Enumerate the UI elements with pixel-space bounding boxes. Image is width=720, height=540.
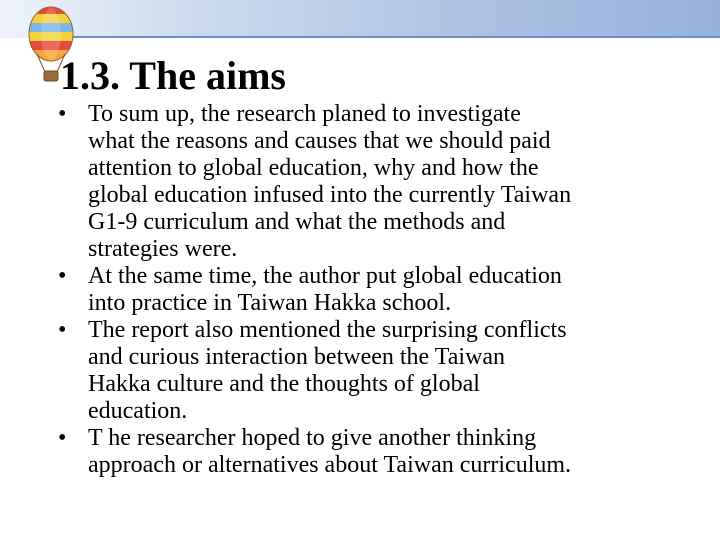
bullet-text-line: and curious interaction between the Taiwan bbox=[88, 344, 506, 370]
bullet-text-line: approach or alternatives about Taiwan curriculum. bbox=[88, 452, 572, 478]
bullet-text-line: The report also mentioned the surprising conflicts bbox=[88, 317, 567, 343]
bullet-text-line: into practice in Taiwan Hakka school. bbox=[88, 290, 452, 316]
header-divider bbox=[48, 36, 720, 38]
bullet-text-line: what the reasons and causes that we should paid bbox=[88, 128, 551, 154]
bullet-marker: • bbox=[58, 425, 67, 451]
slide-title: 1.3. The aims bbox=[60, 53, 286, 98]
bullet-item bbox=[58, 101, 678, 263]
bullet-marker: • bbox=[58, 317, 67, 343]
bullet-list bbox=[58, 101, 678, 479]
bullet-text-line: At the same time, the author put global education bbox=[88, 263, 562, 289]
bullet-text-line: Hakka culture and the thoughts of global bbox=[88, 371, 480, 397]
bullet-item bbox=[58, 425, 678, 479]
bullet-text-line: education. bbox=[88, 398, 188, 424]
bullet-text-line: To sum up, the research planed to investigate bbox=[88, 101, 521, 127]
bullet-marker: • bbox=[58, 101, 67, 127]
bullet-item bbox=[58, 317, 678, 425]
bullet-marker: • bbox=[58, 263, 67, 289]
header-banner bbox=[0, 0, 720, 38]
bullet-text-line: attention to global education, why and how the bbox=[88, 155, 539, 181]
bullet-text-line: strategies were. bbox=[88, 236, 238, 262]
bullet-text-line: G1-9 curriculum and what the methods and bbox=[88, 209, 506, 235]
bullet-text-line: global education infused into the currently Taiwan bbox=[88, 182, 572, 208]
bullet-text-line: T he researcher hoped to give another thinking bbox=[88, 425, 537, 451]
bullet-item bbox=[58, 263, 678, 317]
